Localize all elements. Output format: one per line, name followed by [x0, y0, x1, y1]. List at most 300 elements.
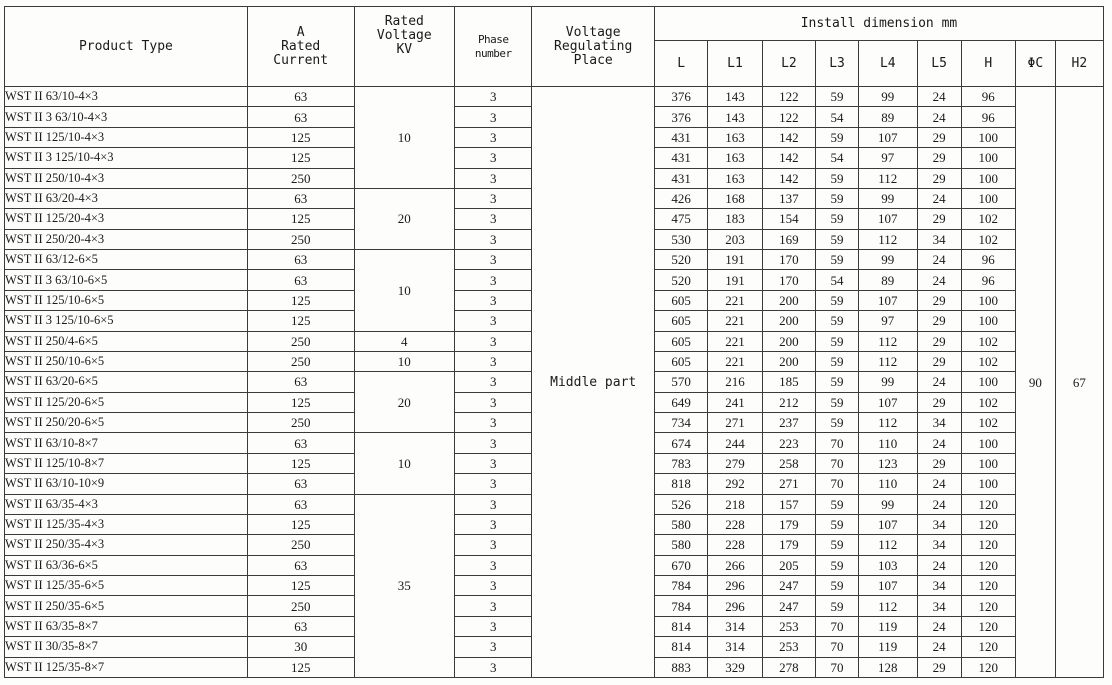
- dim-l2-cell: 122: [762, 87, 815, 107]
- dim-l-cell: 431: [654, 148, 707, 168]
- dim-l2-cell: 200: [762, 290, 815, 310]
- dim-h-cell: 96: [961, 270, 1015, 290]
- dim-l1-cell: 296: [708, 576, 762, 596]
- header-L2: L2: [762, 41, 815, 87]
- dim-l-cell: 431: [654, 127, 707, 147]
- dim-l-cell: 580: [654, 535, 707, 555]
- dim-l-cell: 520: [654, 270, 707, 290]
- dim-h-cell: 120: [961, 555, 1015, 575]
- dim-l2-cell: 185: [762, 372, 815, 392]
- dim-l4-cell: 107: [859, 576, 918, 596]
- product-type-cell: WST II 125/20-4×3: [5, 209, 248, 229]
- rated-current-cell: 63: [247, 270, 354, 290]
- phase-number-cell: 3: [455, 657, 532, 678]
- dim-l5-cell: 24: [917, 372, 961, 392]
- dim-l3-cell: 70: [816, 474, 859, 494]
- dim-l3-cell: 54: [816, 270, 859, 290]
- rated-current-cell: 63: [247, 87, 354, 107]
- product-type-cell: WST II 63/35-8×7: [5, 616, 248, 636]
- dim-l-cell: 649: [654, 392, 707, 412]
- dim-l2-cell: 142: [762, 168, 815, 188]
- product-type-cell: WST II 3 125/10-6×5: [5, 311, 248, 331]
- dim-l1-cell: 221: [708, 311, 762, 331]
- phase-number-cell: 3: [455, 616, 532, 636]
- dim-l4-cell: 128: [859, 657, 918, 678]
- rated-current-cell: 125: [247, 127, 354, 147]
- product-type-cell: WST II 250/35-6×5: [5, 596, 248, 616]
- header-rated-voltage-line1: Rated: [384, 14, 424, 29]
- rated-current-cell: 250: [247, 168, 354, 188]
- dim-l4-cell: 112: [859, 596, 918, 616]
- rated-current-cell: 250: [247, 229, 354, 249]
- dim-l3-cell: 54: [816, 107, 859, 127]
- dim-h-cell: 120: [961, 637, 1015, 657]
- dim-l3-cell: 59: [816, 87, 859, 107]
- product-type-cell: WST II 250/35-4×3: [5, 535, 248, 555]
- header-phase-line1: Phase: [477, 32, 509, 46]
- dim-h-cell: 100: [961, 372, 1015, 392]
- dim-l1-cell: 241: [708, 392, 762, 412]
- rated-voltage-cell: 20: [354, 188, 454, 249]
- dim-l-cell: 526: [654, 494, 707, 514]
- dim-l5-cell: 34: [917, 514, 961, 534]
- phase-number-cell: 3: [455, 555, 532, 575]
- dim-l5-cell: 29: [917, 392, 961, 412]
- phase-number-cell: 3: [455, 453, 532, 473]
- dim-h-cell: 120: [961, 535, 1015, 555]
- dim-l-cell: 530: [654, 229, 707, 249]
- product-type-cell: WST II 63/10-10×9: [5, 474, 248, 494]
- h2-cell: 67: [1055, 87, 1103, 678]
- dim-l4-cell: 99: [859, 494, 918, 514]
- dim-l5-cell: 24: [917, 616, 961, 636]
- header-install-dimension: Install dimension mm: [654, 7, 1103, 41]
- header-rated-current-line3: Current: [273, 52, 329, 68]
- dim-l1-cell: 163: [708, 148, 762, 168]
- rated-current-cell: 63: [247, 107, 354, 127]
- dim-l1-cell: 314: [708, 616, 762, 636]
- phase-number-cell: 3: [455, 392, 532, 412]
- table-header: [5, 7, 1104, 87]
- dim-l-cell: 734: [654, 413, 707, 433]
- header-rated-voltage-line3: KV: [396, 42, 413, 57]
- product-type-cell: WST II 125/35-4×3: [5, 514, 248, 534]
- dim-h-cell: 100: [961, 290, 1015, 310]
- dim-h-cell: 102: [961, 209, 1015, 229]
- dim-l4-cell: 103: [859, 555, 918, 575]
- dim-l3-cell: 59: [816, 229, 859, 249]
- dim-l2-cell: 205: [762, 555, 815, 575]
- dim-l5-cell: 29: [917, 290, 961, 310]
- phase-number-cell: 3: [455, 87, 532, 107]
- dim-l2-cell: 142: [762, 148, 815, 168]
- dim-l3-cell: 70: [816, 616, 859, 636]
- dim-l4-cell: 89: [859, 107, 918, 127]
- dim-l3-cell: 70: [816, 453, 859, 473]
- dim-l-cell: 475: [654, 209, 707, 229]
- dim-l5-cell: 34: [917, 576, 961, 596]
- phase-number-cell: 3: [455, 209, 532, 229]
- dim-l3-cell: 59: [816, 514, 859, 534]
- dim-h-cell: 100: [961, 148, 1015, 168]
- dim-l4-cell: 89: [859, 270, 918, 290]
- phase-number-cell: 3: [455, 107, 532, 127]
- dim-l3-cell: 59: [816, 535, 859, 555]
- dim-l2-cell: 271: [762, 474, 815, 494]
- dim-l2-cell: 179: [762, 514, 815, 534]
- dim-l-cell: 605: [654, 290, 707, 310]
- dim-h-cell: 100: [961, 188, 1015, 208]
- dim-l-cell: 814: [654, 637, 707, 657]
- phase-number-cell: 3: [455, 372, 532, 392]
- dim-l5-cell: 24: [917, 637, 961, 657]
- product-type-cell: WST II 125/10-4×3: [5, 127, 248, 147]
- dim-h-cell: 100: [961, 168, 1015, 188]
- header-product-type: Product Type: [5, 7, 248, 87]
- dim-l5-cell: 34: [917, 596, 961, 616]
- dim-l3-cell: 59: [816, 413, 859, 433]
- dim-l2-cell: 137: [762, 188, 815, 208]
- dim-l2-cell: 253: [762, 637, 815, 657]
- dim-l4-cell: 99: [859, 87, 918, 107]
- dim-l5-cell: 29: [917, 127, 961, 147]
- dim-l3-cell: 70: [816, 433, 859, 453]
- dim-l1-cell: 168: [708, 188, 762, 208]
- rated-current-cell: 125: [247, 209, 354, 229]
- dim-l-cell: 814: [654, 616, 707, 636]
- dim-h-cell: 100: [961, 433, 1015, 453]
- dim-h-cell: 96: [961, 250, 1015, 270]
- header-L4: L4: [859, 41, 918, 87]
- product-type-cell: WST II 250/4-6×5: [5, 331, 248, 351]
- phase-number-cell: 3: [455, 433, 532, 453]
- dim-l2-cell: 237: [762, 413, 815, 433]
- dim-l1-cell: 296: [708, 596, 762, 616]
- rated-current-cell: 125: [247, 514, 354, 534]
- phase-number-cell: 3: [455, 596, 532, 616]
- dim-l-cell: 376: [654, 107, 707, 127]
- rated-current-cell: 125: [247, 392, 354, 412]
- dim-l1-cell: 183: [708, 209, 762, 229]
- dim-l3-cell: 59: [816, 209, 859, 229]
- dim-l3-cell: 59: [816, 250, 859, 270]
- dim-h-cell: 120: [961, 657, 1015, 678]
- dim-l-cell: 376: [654, 87, 707, 107]
- product-type-cell: WST II 63/10-8×7: [5, 433, 248, 453]
- dim-h-cell: 120: [961, 596, 1015, 616]
- product-type-cell: WST II 250/10-6×5: [5, 351, 248, 371]
- header-place-line3: Place: [573, 52, 613, 68]
- dim-l4-cell: 123: [859, 453, 918, 473]
- header-phi-c: ΦC: [1015, 41, 1055, 87]
- phase-number-cell: 3: [455, 311, 532, 331]
- product-type-cell: WST II 3 63/10-4×3: [5, 107, 248, 127]
- dim-l5-cell: 29: [917, 168, 961, 188]
- dim-h-cell: 96: [961, 87, 1015, 107]
- dim-l2-cell: 179: [762, 535, 815, 555]
- dim-l2-cell: 247: [762, 576, 815, 596]
- dim-h-cell: 102: [961, 331, 1015, 351]
- dim-l-cell: 605: [654, 311, 707, 331]
- dim-h-cell: 100: [961, 453, 1015, 473]
- dim-l-cell: 783: [654, 453, 707, 473]
- dim-l3-cell: 59: [816, 168, 859, 188]
- dim-l4-cell: 107: [859, 392, 918, 412]
- header-L1: L1: [708, 41, 762, 87]
- phi-c-cell: 90: [1015, 87, 1055, 678]
- dim-l3-cell: 59: [816, 372, 859, 392]
- table-row: [5, 87, 1104, 107]
- dim-l1-cell: 271: [708, 413, 762, 433]
- dim-h-cell: 102: [961, 392, 1015, 412]
- dim-l1-cell: 191: [708, 270, 762, 290]
- rated-current-cell: 250: [247, 596, 354, 616]
- rated-current-cell: 125: [247, 453, 354, 473]
- header-L5: L5: [917, 41, 961, 87]
- header-H2: H2: [1055, 41, 1103, 87]
- product-type-cell: WST II 250/20-4×3: [5, 229, 248, 249]
- dim-l5-cell: 34: [917, 229, 961, 249]
- rated-current-cell: 63: [247, 188, 354, 208]
- dim-l2-cell: 154: [762, 209, 815, 229]
- dim-l1-cell: 292: [708, 474, 762, 494]
- dim-l3-cell: 59: [816, 127, 859, 147]
- dim-l5-cell: 29: [917, 148, 961, 168]
- dim-l-cell: 580: [654, 514, 707, 534]
- product-type-cell: WST II 3 63/10-6×5: [5, 270, 248, 290]
- header-rated-current-line2: Rated: [281, 38, 321, 54]
- dim-l4-cell: 119: [859, 637, 918, 657]
- rated-current-cell: 125: [247, 290, 354, 310]
- dim-h-cell: 102: [961, 413, 1015, 433]
- dim-l3-cell: 70: [816, 637, 859, 657]
- dim-l5-cell: 24: [917, 555, 961, 575]
- rated-current-cell: 63: [247, 250, 354, 270]
- dim-l5-cell: 29: [917, 657, 961, 678]
- product-type-cell: WST II 3 125/10-4×3: [5, 148, 248, 168]
- dim-l1-cell: 228: [708, 535, 762, 555]
- dim-l4-cell: 110: [859, 433, 918, 453]
- dim-h-cell: 102: [961, 229, 1015, 249]
- phase-number-cell: 3: [455, 331, 532, 351]
- dim-h-cell: 120: [961, 514, 1015, 534]
- dim-l4-cell: 107: [859, 514, 918, 534]
- rated-current-cell: 63: [247, 372, 354, 392]
- dim-l1-cell: 218: [708, 494, 762, 514]
- dim-l5-cell: 29: [917, 311, 961, 331]
- rated-current-cell: 63: [247, 474, 354, 494]
- product-type-cell: WST II 63/10-4×3: [5, 87, 248, 107]
- product-type-cell: WST II 250/20-6×5: [5, 413, 248, 433]
- dim-l5-cell: 29: [917, 453, 961, 473]
- dim-l1-cell: 228: [708, 514, 762, 534]
- dim-l4-cell: 112: [859, 413, 918, 433]
- dim-l5-cell: 24: [917, 474, 961, 494]
- header-phase-number: [455, 7, 532, 87]
- dim-l1-cell: 191: [708, 250, 762, 270]
- dim-l4-cell: 119: [859, 616, 918, 636]
- dim-l3-cell: 59: [816, 331, 859, 351]
- dim-l5-cell: 29: [917, 351, 961, 371]
- dim-l4-cell: 97: [859, 311, 918, 331]
- dim-h-cell: 120: [961, 616, 1015, 636]
- header-phase-line2: number: [474, 46, 512, 60]
- dim-l5-cell: 29: [917, 331, 961, 351]
- rated-current-cell: 125: [247, 148, 354, 168]
- rated-current-cell: 63: [247, 494, 354, 514]
- phase-number-cell: 3: [455, 229, 532, 249]
- phase-number-cell: 3: [455, 290, 532, 310]
- dim-l5-cell: 24: [917, 87, 961, 107]
- dim-l4-cell: 99: [859, 372, 918, 392]
- dim-l1-cell: 221: [708, 331, 762, 351]
- product-type-cell: WST II 125/10-8×7: [5, 453, 248, 473]
- phase-number-cell: 3: [455, 168, 532, 188]
- dim-l2-cell: 122: [762, 107, 815, 127]
- rated-voltage-cell: 10: [354, 351, 454, 371]
- dim-l3-cell: 59: [816, 311, 859, 331]
- dim-l2-cell: 253: [762, 616, 815, 636]
- table-body: [5, 87, 1104, 678]
- dim-l5-cell: 24: [917, 270, 961, 290]
- dim-l2-cell: 200: [762, 331, 815, 351]
- header-rated-voltage: [354, 7, 454, 87]
- dim-l5-cell: 24: [917, 494, 961, 514]
- product-type-cell: WST II 125/10-6×5: [5, 290, 248, 310]
- phase-number-cell: 3: [455, 474, 532, 494]
- dim-h-cell: 102: [961, 351, 1015, 371]
- product-type-cell: WST II 63/20-4×3: [5, 188, 248, 208]
- phase-number-cell: 3: [455, 188, 532, 208]
- dim-l2-cell: 142: [762, 127, 815, 147]
- dim-l3-cell: 59: [816, 596, 859, 616]
- dim-l1-cell: 143: [708, 87, 762, 107]
- dim-h-cell: 96: [961, 107, 1015, 127]
- phase-number-cell: 3: [455, 148, 532, 168]
- product-type-cell: WST II 250/10-4×3: [5, 168, 248, 188]
- dim-l4-cell: 99: [859, 250, 918, 270]
- dim-l4-cell: 99: [859, 188, 918, 208]
- phase-number-cell: 3: [455, 351, 532, 371]
- phase-number-cell: 3: [455, 637, 532, 657]
- dim-l3-cell: 59: [816, 555, 859, 575]
- product-type-cell: WST II 63/35-4×3: [5, 494, 248, 514]
- dim-l2-cell: 170: [762, 250, 815, 270]
- rated-voltage-cell: 10: [354, 250, 454, 332]
- product-type-cell: WST II 63/20-6×5: [5, 372, 248, 392]
- dim-l2-cell: 170: [762, 270, 815, 290]
- rated-current-cell: 125: [247, 311, 354, 331]
- dim-l4-cell: 112: [859, 535, 918, 555]
- header-L3: L3: [816, 41, 859, 87]
- dim-l-cell: 674: [654, 433, 707, 453]
- phase-number-cell: 3: [455, 514, 532, 534]
- rated-voltage-cell: 20: [354, 372, 454, 433]
- dim-l3-cell: 54: [816, 148, 859, 168]
- header-L: L: [654, 41, 707, 87]
- dim-l3-cell: 59: [816, 494, 859, 514]
- header-voltage-regulating-place: [532, 7, 654, 87]
- dim-l3-cell: 59: [816, 188, 859, 208]
- rated-voltage-cell: 4: [354, 331, 454, 351]
- dim-h-cell: 120: [961, 576, 1015, 596]
- dim-h-cell: 100: [961, 474, 1015, 494]
- rated-current-cell: 250: [247, 535, 354, 555]
- dim-l-cell: 818: [654, 474, 707, 494]
- header-place-line2: Regulating: [554, 38, 633, 54]
- dim-l-cell: 784: [654, 576, 707, 596]
- dim-l3-cell: 70: [816, 657, 859, 678]
- dim-l-cell: 570: [654, 372, 707, 392]
- dim-l1-cell: 143: [708, 107, 762, 127]
- phase-number-cell: 3: [455, 413, 532, 433]
- rated-current-cell: 63: [247, 433, 354, 453]
- phase-number-cell: 3: [455, 250, 532, 270]
- product-type-cell: WST II 63/12-6×5: [5, 250, 248, 270]
- dim-l4-cell: 107: [859, 290, 918, 310]
- dim-l5-cell: 24: [917, 188, 961, 208]
- phase-number-cell: 3: [455, 535, 532, 555]
- product-type-cell: WST II 125/20-6×5: [5, 392, 248, 412]
- dim-l4-cell: 110: [859, 474, 918, 494]
- dim-l2-cell: 247: [762, 596, 815, 616]
- dim-l1-cell: 216: [708, 372, 762, 392]
- dim-l1-cell: 266: [708, 555, 762, 575]
- header-H: H: [961, 41, 1015, 87]
- dim-l1-cell: 244: [708, 433, 762, 453]
- product-spec-table: [4, 6, 1104, 678]
- dim-l3-cell: 59: [816, 392, 859, 412]
- rated-voltage-cell: 35: [354, 494, 454, 678]
- dim-l5-cell: 34: [917, 413, 961, 433]
- dim-h-cell: 100: [961, 127, 1015, 147]
- dim-h-cell: 100: [961, 311, 1015, 331]
- dim-l4-cell: 112: [859, 331, 918, 351]
- product-type-cell: WST II 125/35-8×7: [5, 657, 248, 678]
- rated-current-cell: 125: [247, 657, 354, 678]
- dim-l1-cell: 163: [708, 127, 762, 147]
- dim-l1-cell: 221: [708, 351, 762, 371]
- dim-l2-cell: 200: [762, 351, 815, 371]
- dim-l1-cell: 279: [708, 453, 762, 473]
- dim-l3-cell: 59: [816, 576, 859, 596]
- rated-current-cell: 63: [247, 555, 354, 575]
- dim-l4-cell: 97: [859, 148, 918, 168]
- dim-l4-cell: 107: [859, 127, 918, 147]
- dim-l2-cell: 278: [762, 657, 815, 678]
- header-place-line1: Voltage: [565, 24, 621, 40]
- rated-current-cell: 250: [247, 331, 354, 351]
- dim-h-cell: 120: [961, 494, 1015, 514]
- dim-l1-cell: 221: [708, 290, 762, 310]
- dim-l5-cell: 24: [917, 250, 961, 270]
- rated-voltage-cell: 10: [354, 433, 454, 494]
- product-type-cell: WST II 30/35-8×7: [5, 637, 248, 657]
- header-rated-voltage-line2: Voltage: [376, 28, 432, 43]
- dim-l-cell: 426: [654, 188, 707, 208]
- phase-number-cell: 3: [455, 494, 532, 514]
- dim-l2-cell: 258: [762, 453, 815, 473]
- dim-l-cell: 605: [654, 331, 707, 351]
- product-type-cell: WST II 63/36-6×5: [5, 555, 248, 575]
- header-rated-current-line1: A: [296, 24, 305, 40]
- phase-number-cell: 3: [455, 576, 532, 596]
- rated-current-cell: 63: [247, 616, 354, 636]
- dim-l5-cell: 24: [917, 107, 961, 127]
- dim-l5-cell: 24: [917, 433, 961, 453]
- dim-l-cell: 431: [654, 168, 707, 188]
- dim-l4-cell: 112: [859, 229, 918, 249]
